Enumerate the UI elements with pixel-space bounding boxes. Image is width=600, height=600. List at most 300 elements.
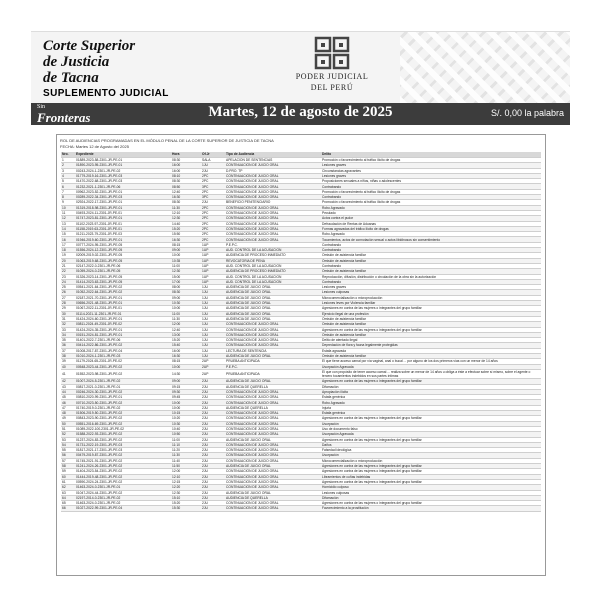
cell-number: 33 xyxy=(61,327,75,332)
column-header-ofjr: Of.Jr xyxy=(201,152,225,158)
cell-tipo: CONTINUACION DE JUICIO ORAL xyxy=(225,432,321,437)
cell-expediente: 01556-2024-12-2301-JR-PE-05 xyxy=(75,248,171,253)
cell-tipo: CONTINUACION DE JUICIO ORAL xyxy=(225,195,321,200)
cell-hora: 16:30 xyxy=(171,195,201,200)
cell-expediente: 00590-2024-24-2301-JR-PE-02 xyxy=(75,479,171,484)
cell-ofjr: 2JU xyxy=(201,506,225,511)
cell-tipo: CONTINUACION DE JUICIO ORAL xyxy=(225,216,321,221)
cell-number: 35 xyxy=(61,338,75,343)
cell-expediente: 01946-2019-60-2301-JR-PE-01 xyxy=(75,237,171,242)
cell-tipo: CONTINUACION DE JUICIO ORAL xyxy=(225,189,321,194)
cell-number: 17 xyxy=(61,242,75,247)
cell-expediente: 01237-2024-83-2301-JR-PE-02 xyxy=(75,437,171,442)
cell-delito: Lesiones graves xyxy=(321,285,541,290)
cell-ofjr: SALA xyxy=(201,158,225,163)
cell-expediente: 01779-2019-16-2301-JR-PE-03 xyxy=(75,173,171,178)
cell-expediente: 01552-2023-98-2301-JR-PE-02 xyxy=(75,369,171,378)
cell-hora: 11:30 xyxy=(171,205,201,210)
cell-number: 65 xyxy=(61,501,75,506)
decorative-pattern xyxy=(400,32,570,104)
cell-delito: Defraudación de Rentas de Aduanas xyxy=(321,221,541,226)
cell-expediente: 01817-2021-17-2301-JR-PE-03 xyxy=(75,448,171,453)
cell-tipo: CONTINUACION DE JUICIO ORAL xyxy=(225,205,321,210)
cell-hora: 10:50 xyxy=(171,432,201,437)
cell-delito: Agresiones en contra de las mujeres o integrantes del grupo familiar xyxy=(321,479,541,484)
cell-number: 44 xyxy=(61,389,75,394)
cell-ofjr: 1JU xyxy=(201,290,225,295)
cell-hora: 15:20 xyxy=(171,226,201,231)
cell-number: 32 xyxy=(61,322,75,327)
column-header-tipo: Tipo de Audiencia xyxy=(225,152,321,158)
cell-delito: Delito de atentado ilegal xyxy=(321,338,541,343)
cell-expediente: 01027-2022-99-2301-JR-PE-04 xyxy=(75,506,171,511)
cell-number: 12 xyxy=(61,216,75,221)
publication-date: Martes, 12 de agosto de 2025 xyxy=(208,104,393,120)
cell-hora: 15:40 xyxy=(171,343,201,348)
cell-delito: Difamación xyxy=(321,384,541,389)
cell-expediente: 01052-2022-64-2301-JR-PE-02 xyxy=(75,290,171,295)
cell-number: 19 xyxy=(61,253,75,258)
cell-ofjr: 2JU xyxy=(201,464,225,469)
cell-delito: Injuria xyxy=(321,405,541,410)
cell-hora: 15:20 xyxy=(171,501,201,506)
cell-delito: Proposiciones sexuales a niños, niñas o adolescentes xyxy=(321,179,541,184)
cell-tipo: AUDIENCIA DE JUICIO ORAL xyxy=(225,316,321,321)
cell-hora: 11:50 xyxy=(171,464,201,469)
cell-tipo: CONTINUACION DE JUICIO ORAL xyxy=(225,421,321,426)
cell-expediente: 02197-2014-0-2301-JR-PE-02 xyxy=(75,495,171,500)
cell-hora: 12:40 xyxy=(171,327,201,332)
cell-delito: Contrabando xyxy=(321,248,541,253)
cell-ofjr: 3PC xyxy=(201,195,225,200)
column-header-number: Nro. xyxy=(61,152,75,158)
cell-ofjr: 1JU xyxy=(201,311,225,316)
cell-hora: 16:00 xyxy=(171,348,201,353)
cell-expediente: 00710-2023-50-2301-JR-PE-02 xyxy=(75,400,171,405)
cell-delito: Reproducción, difusión, distribución o circulación de la obra sin la autorización xyxy=(321,274,541,279)
cell-expediente: 00493-2024-11-2301-JR-PE-01 xyxy=(75,210,171,215)
cell-number: 30 xyxy=(61,311,75,316)
cell-delito: Lesiones culposas xyxy=(321,490,541,495)
cell-number: 28 xyxy=(61,301,75,306)
cell-number: 51 xyxy=(61,426,75,431)
masthead xyxy=(31,31,570,104)
cell-ofjr: 2JU xyxy=(201,495,225,500)
cell-hora: 10:15 xyxy=(171,411,201,416)
cell-ofjr: 1UP xyxy=(201,279,225,284)
cell-tipo: AUDIENCIA DE JUICIO ORAL xyxy=(225,490,321,495)
cell-number: 18 xyxy=(61,248,75,253)
cell-expediente: 01740-2019-0-2301-JR-PE-02 xyxy=(75,405,171,410)
cell-ofjr: 1UP xyxy=(201,242,225,247)
cell-tipo: D.PRO. TP xyxy=(225,168,321,173)
cell-hora: 14:40 xyxy=(171,221,201,226)
cell-number: 66 xyxy=(61,506,75,511)
cell-expediente: 02924-2022-17-2301-JR-PE-01 xyxy=(75,200,171,205)
cell-number: 1 xyxy=(61,158,75,163)
cell-delito: Microcomercialización o microproducción xyxy=(321,295,541,300)
cell-delito: Homicidio culposo xyxy=(321,485,541,490)
cell-hora: 08:50 xyxy=(171,184,201,189)
cell-expediente: 00414-2022-86-2301-JR-PE-02 xyxy=(75,343,171,348)
cell-number: 2 xyxy=(61,163,75,168)
cell-number: 43 xyxy=(61,384,75,389)
cell-hora: 16:30 xyxy=(171,237,201,242)
cell-tipo: AUD. CONTROL DE LA ACUSACION xyxy=(225,248,321,253)
cell-tipo: AUDIENCIA DE JUICIO ORAL xyxy=(225,437,321,442)
cell-hora: 09:30 xyxy=(171,389,201,394)
cell-tipo: PRUEBA ANTICIPADA xyxy=(225,369,321,378)
cell-expediente: 00656-2021-48-2301-JR-PE-01 xyxy=(75,301,171,306)
cell-hora: 11:00 xyxy=(171,263,201,268)
cell-delito: Omisión de asistencia familiar xyxy=(321,322,541,327)
cell-number: 46 xyxy=(61,400,75,405)
cell-number: 59 xyxy=(61,469,75,474)
cell-number: 53 xyxy=(61,437,75,442)
cell-ofjr: 2JU xyxy=(201,432,225,437)
cell-hora: 17:00 xyxy=(171,279,201,284)
cell-ofjr: 2UP xyxy=(201,369,225,378)
brand-name: Fronteras xyxy=(37,110,91,125)
cell-tipo: CONTINUACION DE JUICIO ORAL xyxy=(225,485,321,490)
cell-ofjr: 1JU xyxy=(201,332,225,337)
cell-tipo: AUDIENCIA DE JUICIO ORAL xyxy=(225,290,321,295)
cell-ofjr: 1JU xyxy=(201,163,225,168)
cell-number: 10 xyxy=(61,205,75,210)
judicial-logo xyxy=(282,36,382,92)
cell-delito: Agresiones en contra de las mujeres o integrantes del grupo familiar xyxy=(321,437,541,442)
cell-number: 39 xyxy=(61,359,75,364)
cell-delito: Formas agravadas del tráfico ilícito de drogas xyxy=(321,226,541,231)
table-row xyxy=(61,369,541,378)
cell-delito: Libramientos de cuñas indebidas xyxy=(321,474,541,479)
cell-hora: 11:00 xyxy=(171,437,201,442)
cell-delito: Lesiones graves xyxy=(321,163,541,168)
cell-ofjr: 2JU xyxy=(201,469,225,474)
cell-number: 36 xyxy=(61,343,75,348)
cell-expediente: 01463-2024-0-2301-JR-PE-01 xyxy=(75,485,171,490)
cell-delito: Robo Agravado xyxy=(321,232,541,237)
cell-delito: Estafa genérica xyxy=(321,411,541,416)
cell-ofjr: 2JU xyxy=(201,437,225,442)
cell-tipo: CONTINUACION DE JUICIO ORAL xyxy=(225,343,321,348)
cell-number: 37 xyxy=(61,348,75,353)
cell-expediente: 01232-2021-1-2301-JR-PE-06 xyxy=(75,184,171,189)
cell-tipo: CONTINUACION DE JUICIO ORAL xyxy=(225,469,321,474)
cell-hora: 10:40 xyxy=(171,426,201,431)
cell-expediente: 01007-2024-5-2301-JR-PE-02 xyxy=(75,379,171,384)
cell-ofjr: 2JU xyxy=(201,442,225,447)
cell-expediente: 00843-2023-90-2301-JR-PE-02 xyxy=(75,416,171,421)
document-date: FECHA: Martes 12 de Agosto del 2025 xyxy=(60,144,129,149)
logo-text-line-2: DEL PERÚ xyxy=(310,83,354,92)
cell-hora: 09:45 xyxy=(171,395,201,400)
cell-expediente: 01059-2024-0-2301-JR-PE-05 xyxy=(75,269,171,274)
logo-text-line-1: PODER JUDICIAL xyxy=(295,72,369,81)
cell-number: 34 xyxy=(61,332,75,337)
cell-number: 62 xyxy=(61,485,75,490)
cell-ofjr: 1UP xyxy=(201,269,225,274)
cell-hora: 10:00 xyxy=(171,400,201,405)
cell-ofjr: 2JU xyxy=(201,490,225,495)
cell-delito: Agresiones en contra de las mujeres o integrantes del grupo familiar xyxy=(321,464,541,469)
cell-expediente: 00811-2024-49-2301-JR-PE-02 xyxy=(75,322,171,327)
cell-expediente: 01063-2019-68-2301-JR-PE-05 xyxy=(75,258,171,263)
cell-delito: Uso de documento falso xyxy=(321,426,541,431)
cell-delito: Promoción o favorecimiento al tráfico ilícito de drogas xyxy=(321,200,541,205)
cell-tipo: AUDIENCIA DE JUICIO ORAL xyxy=(225,295,321,300)
cell-expediente: 01889-2023-58-2301-JR-PE-01 xyxy=(75,158,171,163)
cell-number: 27 xyxy=(61,295,75,300)
cell-expediente: 00962-2023-52-2301-JR-PE-01 xyxy=(75,189,171,194)
cell-hora: 12:30 xyxy=(171,490,201,495)
cell-tipo: AUDIENCIA DE QUERELLA xyxy=(225,384,321,389)
cell-expediente: 01414-2023-63-2301-JR-PE-05 xyxy=(75,279,171,284)
cell-hora: 11:10 xyxy=(171,442,201,447)
judicial-emblem-icon xyxy=(314,36,350,70)
cell-ofjr: 2JU xyxy=(201,426,225,431)
cell-hora: 09:00 xyxy=(171,295,201,300)
cell-expediente: 00246-2024-30-2301-JR-PE-02 xyxy=(75,389,171,394)
cell-tipo: PRUEBA ANTICIPADA xyxy=(225,359,321,364)
cell-number: 31 xyxy=(61,316,75,321)
cell-expediente: 00151-2024-81-2301-JR-PE-01 xyxy=(75,332,171,337)
court-name-line-2: de Justicia xyxy=(43,54,110,70)
cell-delito: Ejercicio ilegal de una profesión xyxy=(321,311,541,316)
cell-hora: 12:15 xyxy=(171,479,201,484)
cell-number: 64 xyxy=(61,495,75,500)
cell-tipo: CONTINUACION DE JUICIO ORAL xyxy=(225,506,321,511)
cell-tipo: AUDIENCIA DE QUERELLA xyxy=(225,405,321,410)
cell-ofjr: 1JU xyxy=(201,338,225,343)
cell-number: 7 xyxy=(61,189,75,194)
cell-delito: Agresiones en contra de las mujeres o integrantes del grupo familiar xyxy=(321,416,541,421)
cell-number: 11 xyxy=(61,210,75,215)
cell-tipo: LECTURA DE SENTENCIA xyxy=(225,348,321,353)
cell-expediente: 01444-2019-48-2301-JR-PE-02 xyxy=(75,474,171,479)
cell-ofjr: 2JU xyxy=(201,474,225,479)
cell-expediente: 00243-2024-1-2301-JR-PE-02 xyxy=(75,168,171,173)
cell-hora: 08:15 xyxy=(171,242,201,247)
cell-delito: Omisión de asistencia familiar xyxy=(321,316,541,321)
cell-delito: Depredación de flora y fauna legalmente protegidas xyxy=(321,343,541,348)
cell-expediente: 01067-2022-11-2301-JR-PE-01 xyxy=(75,306,171,311)
cell-number: 56 xyxy=(61,453,75,458)
cell-ofjr: 1JU xyxy=(201,343,225,348)
cell-ofjr: 2JU xyxy=(201,448,225,453)
cell-ofjr: 2JU xyxy=(201,479,225,484)
cell-number: 61 xyxy=(61,479,75,484)
cell-delito: Contrabando xyxy=(321,263,541,268)
cell-expediente: 01401-2022-7-2301-JR-PE-06 xyxy=(75,338,171,343)
cell-ofjr: 2UP xyxy=(201,364,225,369)
cell-ofjr: 2JU xyxy=(201,453,225,458)
cell-number: 58 xyxy=(61,464,75,469)
cell-hora: 09:15 xyxy=(171,384,201,389)
cell-ofjr: 2JU xyxy=(201,411,225,416)
cell-hora: 15:10 xyxy=(171,495,201,500)
cell-hora: 08:30 xyxy=(171,179,201,184)
cell-expediente: 00810-2020-99-2301-JR-PE-01 xyxy=(75,395,171,400)
cell-number: 45 xyxy=(61,395,75,400)
price-label: S/. 0,00 la palabra xyxy=(490,108,564,118)
cell-delito: El que con propósito de tener acceso carnal ... realiza sobre un menor de 14 años u obliga a éste a efectuar sobre sí mismo, sobre el agente o tercero tocamientos indebidos en sus partes íntimas xyxy=(321,369,541,378)
cell-hora: 15:30 xyxy=(171,506,201,511)
cell-tipo: CONTINUACION DE JUICIO ORAL xyxy=(225,163,321,168)
cell-expediente: 01463-2024-0-2301-JR-PE-02 xyxy=(75,501,171,506)
cell-ofjr: 2JU xyxy=(201,384,225,389)
cell-number: 42 xyxy=(61,379,75,384)
cell-tipo: AUDIENCIA DE PROCESO INMEDIATO xyxy=(225,253,321,258)
cell-delito: Usurpación Agravada xyxy=(321,432,541,437)
court-name-line-1: Corte Superior xyxy=(43,38,136,54)
cell-hora: 11:20 xyxy=(171,448,201,453)
cell-delito: Agresiones en contra de las mujeres o integrantes del grupo familiar xyxy=(321,306,541,311)
cell-hora: 12:20 xyxy=(171,485,201,490)
cell-number: 5 xyxy=(61,179,75,184)
cell-tipo: AUDIENCIA DE PROCESO INMEDIATO xyxy=(225,269,321,274)
cell-tipo: CONTINUACION DE JUICIO ORAL xyxy=(225,395,321,400)
cell-delito: Usurpación xyxy=(321,421,541,426)
cell-delito: Omisión de asistencia familiar xyxy=(321,332,541,337)
cell-expediente: 01506-2019-50-2301-JR-PE-02 xyxy=(75,411,171,416)
cell-delito: Falsedad ideológica xyxy=(321,448,541,453)
cell-hora: 13:00 xyxy=(171,332,201,337)
cell-hora: 11:30 xyxy=(171,316,201,321)
cell-hora: 12:00 xyxy=(171,469,201,474)
table-row xyxy=(61,506,541,511)
cell-ofjr: 2JU xyxy=(201,458,225,463)
cell-tipo: CONTINUACION DE JUICIO ORAL xyxy=(225,232,321,237)
cell-delito: Usurpación Agravada xyxy=(321,364,541,369)
cell-ofjr: 2PC xyxy=(201,189,225,194)
cell-hora: 10:20 xyxy=(171,416,201,421)
table-body xyxy=(61,158,541,512)
cell-tipo: CONTINUACION DE JUICIO ORAL xyxy=(225,173,321,178)
cell-tipo: CONTINUACION DE JUICIO ORAL xyxy=(225,453,321,458)
cell-number: 29 xyxy=(61,306,75,311)
cell-hora: 12:10 xyxy=(171,474,201,479)
cell-delito: Microcomercialización o microproducción xyxy=(321,458,541,463)
cell-delito: Estafa agravada xyxy=(321,348,541,353)
cell-ofjr: 2PC xyxy=(201,237,225,242)
cell-tipo: CONTINUACION DE JUICIO ORAL xyxy=(225,237,321,242)
cell-ofjr: 2JU xyxy=(201,485,225,490)
cell-delito: El que tiene acceso carnal por vía vaginal, anal o bucal ... por alguno de los dos primeros vías con un menor de 14 años xyxy=(321,359,541,364)
cell-hora: 11:30 xyxy=(171,453,201,458)
cell-tipo: BENEFICIO PENITENCIARIO xyxy=(225,200,321,205)
cell-number: 54 xyxy=(61,442,75,447)
cell-hora: 12:30 xyxy=(171,216,201,221)
cell-tipo: AUDIENCIA DE JUICIO ORAL xyxy=(225,285,321,290)
cell-expediente: 01158-2019-63-2301-JR-PE-01 xyxy=(75,226,171,231)
cell-hora: 15:00 xyxy=(171,274,201,279)
cell-delito: Difamación xyxy=(321,495,541,500)
cell-tipo: CONTINUACION DE JUICIO ORAL xyxy=(225,322,321,327)
cell-number: 16 xyxy=(61,237,75,242)
cell-hora: 09:00 xyxy=(171,379,201,384)
cell-hora: 10:00 xyxy=(171,253,201,258)
cell-number: 60 xyxy=(61,474,75,479)
cell-hora: 11:00 xyxy=(171,311,201,316)
cell-delito: Agresiones en contra de las mujeres o integrantes del grupo familiar xyxy=(321,501,541,506)
cell-number: 24 xyxy=(61,279,75,284)
cell-number: 14 xyxy=(61,226,75,231)
cell-tipo: CONTINUACION DE JUICIO ORAL xyxy=(225,458,321,463)
cell-hora: 12:10 xyxy=(171,210,201,215)
cell-hora: 10:35 xyxy=(171,258,201,263)
cell-delito: Contrabando xyxy=(321,195,541,200)
cell-delito: Contrabando xyxy=(321,184,541,189)
cell-delito: Promoción o favorecimiento al tráfico ilícito de drogas xyxy=(321,189,541,194)
cell-delito: Agresiones en contra de las mujeres o integrantes del grupo familiar xyxy=(321,469,541,474)
cell-expediente: 01211-2023-79-2301-JR-PE-03 xyxy=(75,232,171,237)
cell-expediente: 00551-2016-69-2301-JR-PE-02 xyxy=(75,421,171,426)
cell-number: 8 xyxy=(61,195,75,200)
cell-ofjr: 2PC xyxy=(201,232,225,237)
court-name-line-3: de Tacna xyxy=(43,70,99,86)
cell-number: 20 xyxy=(61,258,75,263)
cell-delito: Tocamientos, actos de connotación sexual o actos libidinosos sin consentimiento xyxy=(321,237,541,242)
cell-tipo: AUDIENCIA DE JUICIO ORAL xyxy=(225,301,321,306)
cell-delito: Omisión de asistencia familiar xyxy=(321,353,541,358)
cell-expediente: 01747-2023-81-2301-JR-PE-01 xyxy=(75,216,171,221)
cell-hora: 12:00 xyxy=(171,322,201,327)
cell-delito: Robo Agravado xyxy=(321,205,541,210)
column-header-expediente: Expediente xyxy=(75,152,171,158)
document-title: ROL DE AUDIENCIAS PROGRAMADAS EN EL MÓDULO PENAL DE LA CORTE SUPERIOR DE JUSTICIA DE TACNA xyxy=(60,138,274,143)
cell-number: 38 xyxy=(61,353,75,358)
cell-hora: 08:00 xyxy=(171,285,201,290)
cell-hora: 10:30 xyxy=(171,301,201,306)
cell-expediente: 00817-2021-0-2301-JR-PE-01 xyxy=(75,384,171,389)
cell-delito: Circunstancias agravantes xyxy=(321,168,541,173)
cell-number: 23 xyxy=(61,274,75,279)
cell-hora: 09:00 xyxy=(171,248,201,253)
cell-expediente: 02009-2019-02-2301-JR-PE-05 xyxy=(75,253,171,258)
cell-tipo: CONTINUACION DE JUICIO ORAL xyxy=(225,332,321,337)
cell-ofjr: 2PC xyxy=(201,179,225,184)
cell-delito: Estafa genérica xyxy=(321,395,541,400)
cell-number: 13 xyxy=(61,221,75,226)
cell-expediente: 01470-2022-68-2301-JR-PE-03 xyxy=(75,179,171,184)
cell-tipo: P.E.P.C. xyxy=(225,364,321,369)
cell-number: 52 xyxy=(61,432,75,437)
cell-hora: 14:30 xyxy=(171,369,201,378)
newspaper-brand xyxy=(37,103,90,124)
cell-ofjr: 2JU xyxy=(201,395,225,400)
cell-ofjr: 1JU xyxy=(201,295,225,300)
cell-expediente: 01404-2023-54-2301-JR-PE-02 xyxy=(75,469,171,474)
cell-hora: 08:15 xyxy=(171,359,201,364)
cell-expediente: 02187-2021-70-2301-JR-PE-01 xyxy=(75,295,171,300)
cell-ofjr: 2JU xyxy=(201,405,225,410)
cell-tipo: CONTINUACION DE JUICIO ORAL xyxy=(225,184,321,189)
cell-delito: Lesiones graves xyxy=(321,173,541,178)
cell-ofjr: 2PC xyxy=(201,226,225,231)
cell-expediente: 00479-2019-87-2301-JR-PE-02 xyxy=(75,453,171,458)
cell-expediente: 01424-2024-35-2301-JR-PE-01 xyxy=(75,327,171,332)
cell-tipo: AUD. CONTROL DE LA ACUSACION xyxy=(225,279,321,284)
column-header-delito: Delito xyxy=(321,152,541,158)
cell-hora: 16:00 xyxy=(171,163,201,168)
cell-number: 57 xyxy=(61,458,75,463)
cell-tipo: CONTINUACION DE JUICIO ORAL xyxy=(225,426,321,431)
cell-number: 55 xyxy=(61,448,75,453)
cell-expediente: 01089-2022-100-2301-JR-PE-02 xyxy=(75,426,171,431)
cell-ofjr: 2PC xyxy=(201,210,225,215)
cell-tipo: AUDIENCIA DE QUERELLA xyxy=(225,495,321,500)
